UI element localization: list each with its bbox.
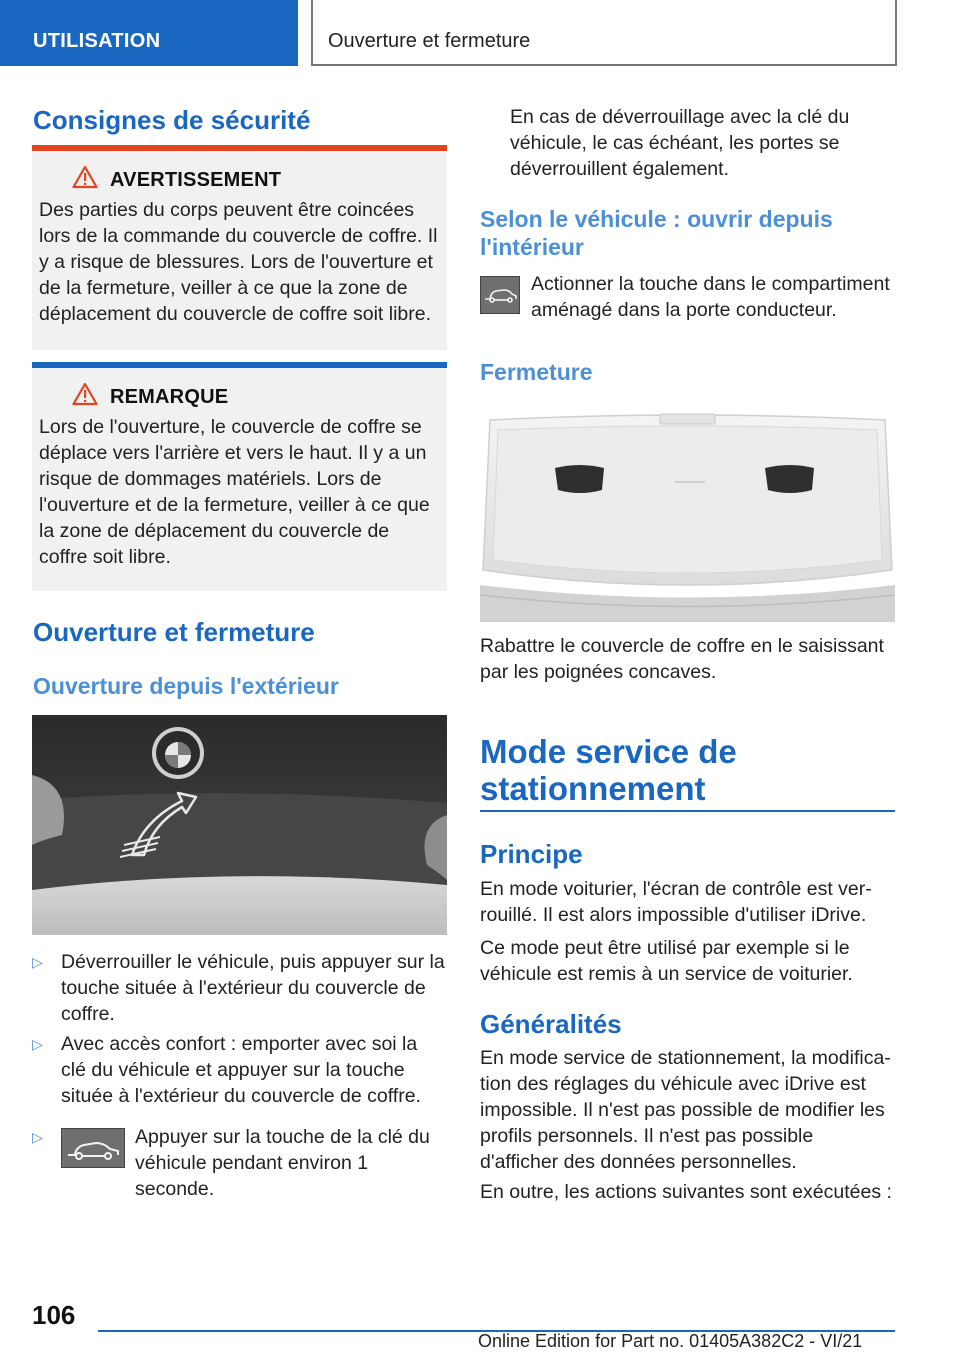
edition-text: Online Edition for Part no. 01405A382C2 - VI/21 [478, 1331, 863, 1351]
notice-title: REMARQUE [110, 386, 229, 408]
warning-triangle-icon [72, 165, 98, 189]
general-paragraph-1: En mode service de stationnement, la modification des réglages du véhicule avec iDrive est impossible. Il n'est pas possible de modifier les profils personnels. Il n'est pas possible d'afficher des données personnelles. [480, 1047, 891, 1173]
chapter-title: UTILISATION [33, 30, 161, 52]
open-close-heading: Ouverture et fermeture [33, 617, 315, 647]
warning-text: Des parties du corps peuvent être coincées lors de la commande du couvercle de coffre. Il y a risque de blessures. Lors de l'ouverture et de la fermeture, veiller à ce que la zone de déplacement du couvercle de coffre soit libre. [39, 199, 438, 325]
notice-triangle-icon [72, 382, 98, 406]
page-number: 106 [32, 1300, 76, 1330]
section-title: Ouverture et fermeture [328, 30, 531, 52]
inside-text: Actionner la touche dans le compartiment aménagé dans la porte conducteur. [531, 273, 890, 321]
notice-text: Lors de l'ouverture, le couvercle de coffre se déplace vers l'arrière et vers le haut. Il y a un risque de dommages matériels. Lors de l'ouverture et de la fermeture, veiller à ce que la zone de déplacement du couvercle de coffre soit libre. [39, 416, 430, 568]
inside-heading: Selon le véhicule : ouvrir depuis l'intérieur [480, 206, 833, 260]
car-trunk-button-icon [480, 276, 520, 314]
parking-mode-heading-line1: Mode service de [480, 733, 737, 770]
outside-heading: Ouverture depuis l'extérieur [33, 673, 339, 699]
principle-paragraph-2: Ce mode peut être utilisé par exemple si le véhicule est remis à un service de voiturier. [480, 937, 853, 985]
warning-bar [32, 145, 447, 151]
notice-bar [32, 362, 447, 368]
warning-title: AVERTISSEMENT [110, 169, 282, 191]
chapter-tab [0, 0, 298, 66]
principle-heading: Principe [480, 839, 583, 869]
bullet-triangle-icon: ▷ [32, 954, 43, 970]
notice-box [32, 362, 447, 591]
safety-heading: Consignes de sécurité [33, 105, 311, 135]
general-heading: Généralités [480, 1009, 622, 1039]
trunk-lid-illustration [480, 410, 895, 622]
parking-mode-heading [480, 733, 737, 807]
bullet-triangle-icon: ▷ [32, 1036, 43, 1052]
section-tab [311, 0, 897, 66]
closing-text: Rabattre le couvercle de coffre en le saisissant par les poignées concaves. [480, 635, 884, 683]
trunk-emblem-illustration [32, 715, 447, 935]
step-text: Avec accès confort : emporter avec soi la clé du véhicule et appuyer sur la touche située à l'extérieur du couvercle de coffre. [61, 1033, 421, 1107]
unlock-continuation-text: En cas de déverrouillage avec la clé du véhicule, le cas échéant, les portes se déverrouillent également. [510, 106, 850, 180]
warning-box [32, 145, 447, 350]
general-paragraph-2: En outre, les actions suivantes sont exécutées : [480, 1181, 892, 1203]
closing-heading: Fermeture [480, 359, 593, 385]
step-text: Déverrouiller le véhicule, puis appuyer sur la touche située à l'extérieur du couvercle de coffre. [61, 951, 445, 1025]
step-text: Appuyer sur la touche de la clé du véhicule pendant environ 1 seconde. [135, 1126, 430, 1200]
car-trunk-key-icon [61, 1128, 125, 1168]
parking-mode-heading-line2: stationnement [480, 770, 706, 807]
principle-paragraph-1: En mode voiturier, l'écran de contrôle est verrouillé. Il est alors impossible d'utiliser iDrive. [480, 878, 872, 926]
bullet-triangle-icon: ▷ [32, 1129, 43, 1145]
heading-rule [480, 810, 895, 812]
